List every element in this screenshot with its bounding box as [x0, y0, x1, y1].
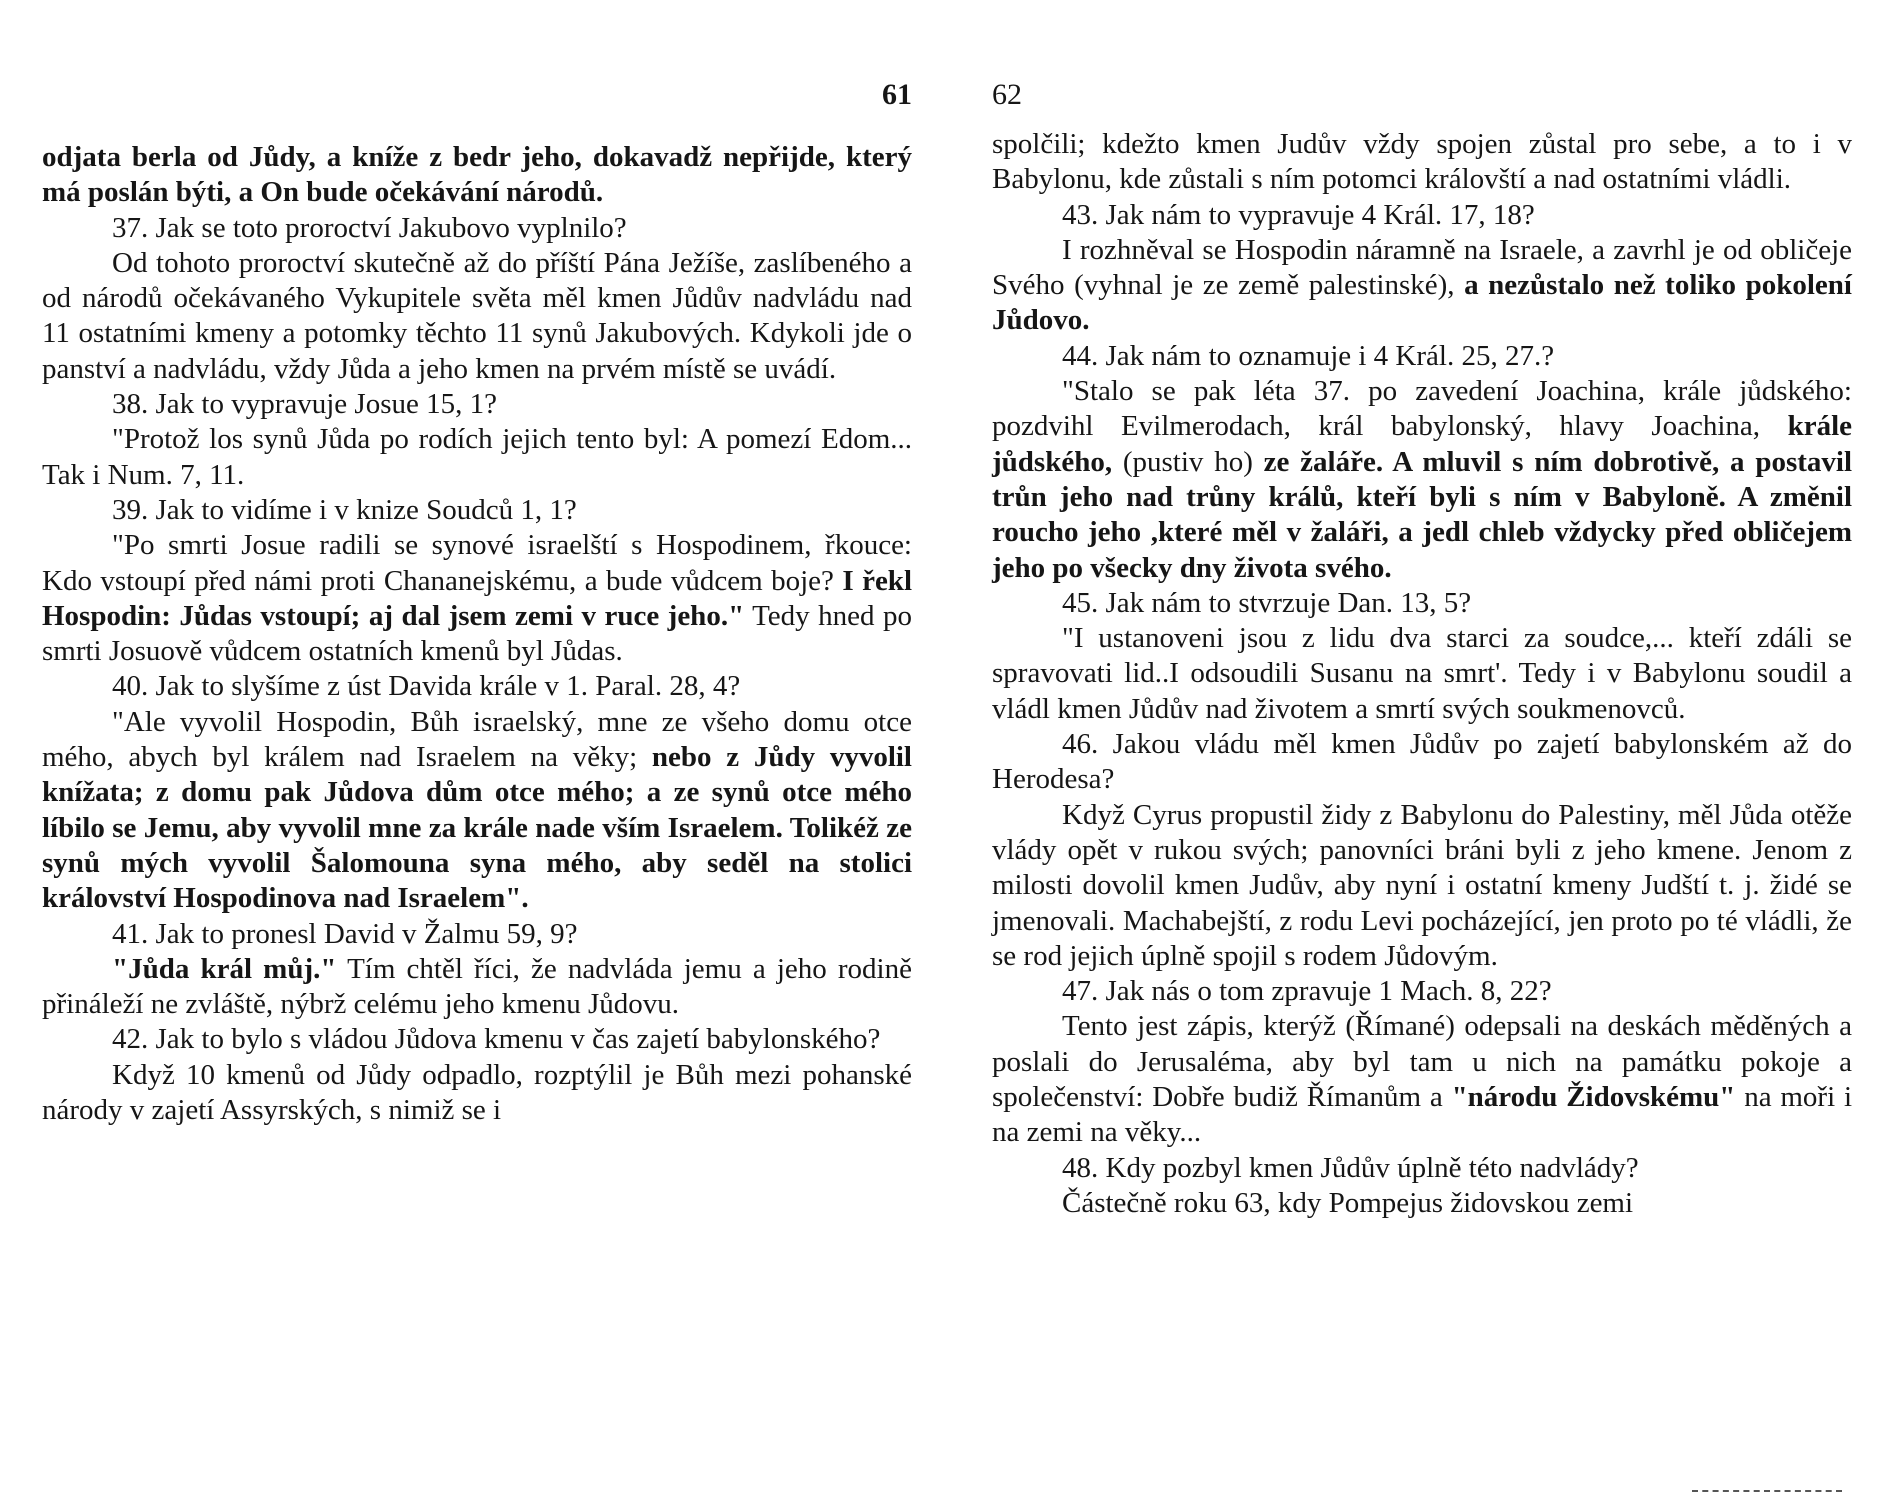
answer-paragraph [42, 422, 912, 493]
question-paragraph [42, 387, 912, 422]
answer-paragraph [992, 798, 1852, 974]
answer-paragraph [992, 1186, 1852, 1221]
body-text: 48. Kdy pozbyl kmen Jůdův úplně této nadvlády? [1062, 1151, 1639, 1184]
body-text: "Stalo se pak léta 37. po zavedení Joachina, krále jůdského: pozdvihl Evilmerodach, král babylonský, hlavy Joachina, [992, 375, 1852, 443]
question-paragraph [42, 1022, 912, 1057]
answer-paragraph [42, 1058, 912, 1129]
answer-paragraph [42, 705, 912, 917]
question-paragraph [42, 917, 912, 952]
page-number-left: 61 [882, 78, 912, 111]
body-text: 45. Jak nám to stvrzuje Dan. 13, 5? [1062, 586, 1472, 619]
body-text: 41. Jak to pronesl David v Žalmu 59, 9? [112, 917, 578, 950]
answer-paragraph [992, 233, 1852, 339]
answer-paragraph [992, 621, 1852, 727]
body-text: spolčili; kdežto kmen Judův vždy spojen zůstal pro sebe, a to i v Babylonu, kde zůstali s ním potomci královští a nad ostatními vládli. [992, 128, 1852, 196]
body-text: 47. Jak nás o tom zpravuje 1 Mach. 8, 22? [1062, 975, 1552, 1008]
bold-quote-text: a nezůstalo než toliko pokolení Jůdovo. [992, 269, 1852, 337]
body-text: 44. Jak nám to oznamuje i 4 Král. 25, 27.? [1062, 339, 1555, 372]
body-text: Tím chtěl říci, že nadvláda jemu a jeho rodině přináleží ne zvláště, nýbrž celému jeho kmenu Jůdovu. [42, 952, 912, 1021]
bold-quote-text: I řekl Hospodin: Jůdas vstoupí; aj dal jsem zemi v ruce jeho." [42, 564, 912, 632]
question-paragraph [42, 669, 912, 704]
bold-quote-text: odjata berla od Jůdy, a kníže z bedr jeho, dokavadž nepřijde, který má poslán býti, a On bude očekávání národů. [42, 141, 912, 209]
bold-quote-text: "Jůda král můj." [112, 952, 337, 985]
end-rule [1692, 1490, 1842, 1492]
body-text: Tedy hned po smrti Josuově vůdcem ostatních kmenů byl Jůdas. [42, 599, 912, 668]
answer-paragraph [992, 127, 1852, 198]
body-text: na moři i na zemi na věky... [992, 1081, 1852, 1149]
question-paragraph [992, 974, 1852, 1009]
question-paragraph [992, 727, 1852, 798]
body-text: "Po smrti Josue radili se synové israelští s Hospodinem, řkouce: Kdo vstoupí před námi proti Chananejskému, a bude vůdcem boje? [42, 529, 912, 597]
body-text: Když 10 kmenů od Jůdy odpadlo, rozptýlil je Bůh mezi pohanské národy v zajetí Assyrských, s nimiž se i [42, 1058, 912, 1127]
answer-paragraph [42, 528, 912, 669]
body-text: 46. Jakou vládu měl kmen Jůdův po zajetí babylonském až do Herodesa? [992, 728, 1852, 796]
body-text: 38. Jak to vypravuje Josue 15, 1? [112, 388, 497, 421]
body-text: I rozhněval se Hospodin náramně na Israele, a zavrhl je od obličeje Svého (vyhnal je ze země palestinské), [992, 233, 1852, 302]
body-text: Tento jest zápis, kterýž (Římané) odepsali na deskách měděných a poslali do Jerusaléma, aby byl tam u nich na památku pokoje a společenství: Dobře budiž Římanům a [992, 1010, 1852, 1114]
bold-quote-text: ze žaláře. A mluvil s ním dobrotivě, a postavil trůn jeho nad trůny králů, kteří byli s ním v Babyloně. A změnil roucho jeho ,které měl v žaláři, a jedl chleb vždycky před obličejem jeho po všecky dny života svého. [992, 445, 1852, 584]
body-text: Od tohoto proroctví skutečně až do příští Pána Ježíše, zaslíbeného a od národů očekávaného Vykupitele světa měl kmen Jůdův nadvládu nad 11 ostatními kmeny a potomky těchto 11 synů Jakubových. Kdykoli jde o panství a nadvládu, vždy Jůda a jeho kmen na prvém místě se uvádí. [42, 246, 912, 385]
page-number-right: 62 [992, 78, 1022, 111]
body-text: (pustiv ho) [1112, 445, 1264, 478]
right-page-text [992, 127, 1852, 1221]
question-paragraph [992, 1151, 1852, 1186]
right-page [992, 0, 1852, 1500]
body-text: Částečně roku 63, kdy Pompejus židovskou zemi [1062, 1186, 1634, 1219]
question-paragraph [992, 586, 1852, 621]
answer-paragraph [992, 374, 1852, 586]
body-text: "I ustanoveni jsou z lidu dva starci za soudce,... kteří zdáli se spravovati lid..I odsoudili Susanu na smrt'. Tedy i v Babylonu soudil a vládl kmen Jůdův nad životem a smrtí svých soukmenovců. [992, 622, 1852, 725]
answer-paragraph [42, 246, 912, 387]
question-paragraph [42, 211, 912, 246]
question-paragraph [992, 198, 1852, 233]
answer-paragraph [42, 952, 912, 1023]
body-text: "Protož los synů Jůda po rodích jejich tento byl: A pomezí Edom... Tak i Num. 7, 11. [42, 423, 912, 491]
body-text: 43. Jak nám to vypravuje 4 Král. 17, 18? [1062, 198, 1535, 231]
question-paragraph [992, 339, 1852, 374]
body-text: Když Cyrus propustil židy z Babylonu do Palestiny, měl Jůda otěže vlády opět v rukou svých; panovníci bráni byli z jeho kmene. Jenom z milosti dovolil kmen Judův, aby nyní i ostatní kmeny Judští t. j. židé se jmenovali. Machabejští, z rodu Levi pocházející, jen proto po té vládli, že se rod jejich úplně spojil s rodem Jůdovým. [992, 798, 1852, 972]
body-text: 39. Jak to vidíme i v knize Soudců 1, 1? [112, 493, 577, 526]
bold-quote-text: nebo z Jůdy vyvolil knížata; z domu pak Jůdova dům otce mého; a ze synů otce mého líbilo se Jemu, aby vyvolil mne za krále nade vším Israelem. Tolikéž ze synů mých vyvolil Šalomouna syna mého, aby seděl na stolici království Hospodinova nad Israelem". [42, 741, 912, 915]
question-paragraph [42, 493, 912, 528]
body-text: 40. Jak to slyšíme z úst Davida krále v 1. Paral. 28, 4? [112, 670, 741, 703]
bold-quote-text: krále jůdského, [992, 410, 1852, 478]
answer-paragraph [992, 1009, 1852, 1150]
body-text: 37. Jak se toto proroctví Jakubovo vyplnilo? [112, 211, 627, 244]
answer-paragraph [42, 140, 912, 211]
left-page-text [42, 140, 912, 1128]
body-text: 42. Jak to bylo s vládou Jůdova kmenu v čas zajetí babylonského? [112, 1023, 881, 1056]
body-text: "Ale vyvolil Hospodin, Bůh israelský, mne ze všeho domu otce mého, abych byl králem nad Israelem na věky; [42, 705, 912, 774]
left-page [42, 0, 912, 1500]
bold-quote-text: "národu Židovskému" [1451, 1081, 1736, 1114]
